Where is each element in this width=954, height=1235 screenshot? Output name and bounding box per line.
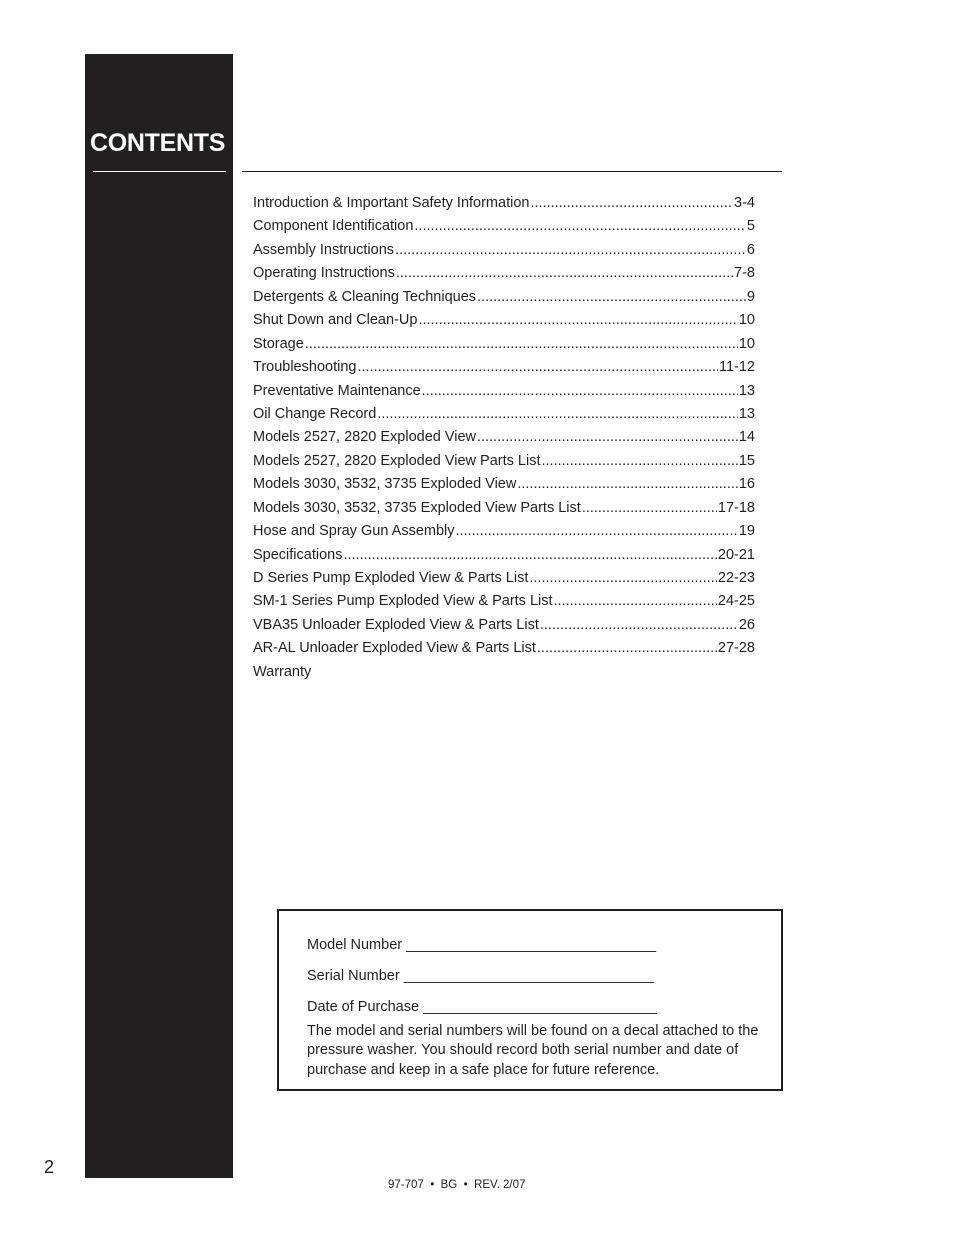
toc-entry[interactable]	[253, 590, 755, 613]
toc-entry-title: Troubleshooting	[253, 359, 357, 376]
toc-entry[interactable]	[253, 567, 755, 590]
sidebar-band	[85, 54, 233, 1178]
document-footer: 97-707 • BG • REV. 2/07	[388, 1179, 526, 1191]
toc-entry[interactable]	[253, 637, 755, 660]
toc-entry-page: 10	[738, 335, 755, 352]
owner-record-box	[277, 909, 783, 1091]
toc-entry-title: Shut Down and Clean-Up	[253, 312, 418, 329]
toc-entry-page: 27-28	[717, 640, 755, 657]
toc-entry[interactable]	[253, 286, 755, 309]
toc-entry-title: Introduction & Important Safety Information	[253, 195, 530, 211]
toc-entry-page: 13	[738, 382, 755, 399]
toc-leader-dots	[582, 497, 717, 520]
model-number-field[interactable]: Model Number _______________________________	[307, 937, 657, 953]
toc-leader-dots	[477, 286, 746, 309]
toc-entry-page: 20-21	[717, 546, 755, 563]
toc-leader-dots	[422, 380, 738, 403]
toc-entry-page: 16	[738, 476, 755, 493]
toc-entry[interactable]	[253, 450, 755, 473]
toc-entry[interactable]	[253, 473, 755, 496]
toc-leader-dots	[456, 520, 738, 543]
toc-entry-title: Models 3030, 3532, 3735 Exploded View Parts List	[253, 499, 581, 516]
toc-leader-dots	[357, 356, 718, 379]
toc-entry-title: Oil Change Record	[253, 405, 377, 422]
toc-entry-title: AR-AL Unloader Exploded View & Parts List	[253, 640, 536, 657]
toc-entry-title: Detergents & Cleaning Techniques	[253, 288, 477, 305]
toc-entry[interactable]	[253, 215, 755, 238]
toc-entry-page: 17-18	[717, 499, 755, 516]
toc-entry[interactable]	[253, 309, 755, 332]
toc-leader-dots	[554, 590, 717, 613]
toc-entry-page: 19	[738, 523, 755, 540]
toc-entry[interactable]	[253, 614, 755, 637]
header-divider	[242, 171, 782, 172]
toc-entry-title: Warranty	[253, 663, 312, 680]
toc-entry-page: 24-25	[717, 593, 755, 610]
toc-entry-title: Operating Instructions	[253, 265, 395, 282]
toc-entry[interactable]	[253, 661, 755, 684]
toc-entry[interactable]	[253, 520, 755, 543]
toc-entry-page: 7-8	[734, 265, 755, 282]
page-title: CONTENTS	[90, 129, 226, 157]
toc-entry-page: 22-23	[717, 570, 755, 586]
toc-entry-page: 9	[746, 288, 755, 305]
toc-entry-page: 26	[738, 616, 755, 633]
toc-entry-title: Specifications	[253, 546, 343, 563]
toc-entry-page: 14	[738, 429, 755, 446]
toc-entry-title: Models 3030, 3532, 3735 Exploded View	[253, 476, 517, 493]
toc-leader-dots	[542, 450, 738, 473]
toc-entry-page: 10	[738, 312, 755, 329]
toc-entry-page: 6	[746, 241, 755, 258]
toc-entry-title: Models 2527, 2820 Exploded View Parts List	[253, 452, 541, 469]
toc-entry-page: 15	[738, 452, 755, 469]
toc-entry[interactable]	[253, 356, 755, 379]
toc-entry-title: Preventative Maintenance	[253, 382, 421, 399]
table-of-contents	[253, 192, 755, 684]
toc-leader-dots	[305, 333, 738, 356]
serial-number-field[interactable]: Serial Number _______________________________	[307, 968, 654, 984]
toc-entry[interactable]	[253, 239, 755, 262]
toc-leader-dots	[517, 473, 738, 496]
toc-entry-title: VBA35 Unloader Exploded View & Parts List	[253, 616, 539, 633]
title-divider	[93, 171, 226, 172]
toc-leader-dots	[530, 192, 733, 215]
toc-entry-title: Models 2527, 2820 Exploded View	[253, 429, 477, 446]
toc-entry-title: SM-1 Series Pump Exploded View & Parts List	[253, 593, 553, 610]
toc-leader-dots	[377, 403, 738, 426]
toc-entry-page: 5	[746, 218, 755, 235]
toc-leader-dots	[414, 215, 746, 238]
toc-entry-page: 11-12	[718, 359, 755, 376]
toc-leader-dots	[396, 262, 733, 285]
toc-leader-dots	[537, 637, 717, 660]
toc-entry[interactable]	[253, 380, 755, 403]
toc-entry-page: 3-4	[734, 195, 755, 211]
toc-entry-title: Component Identification	[253, 218, 414, 235]
toc-leader-dots	[529, 567, 717, 590]
toc-entry[interactable]	[253, 403, 755, 426]
toc-entry[interactable]	[253, 497, 755, 520]
toc-leader-dots	[343, 544, 716, 567]
toc-entry[interactable]	[253, 192, 755, 215]
toc-leader-dots	[477, 426, 738, 449]
page-number: 2	[44, 1157, 55, 1177]
toc-entry[interactable]	[253, 426, 755, 449]
toc-entry[interactable]	[253, 544, 755, 567]
record-instructions: The model and serial numbers will be found on a decal attached to the pressure washer. You should record both serial number and date of purchase and keep in a safe place for future reference.	[307, 1023, 759, 1078]
toc-entry-page: 13	[738, 405, 755, 422]
toc-entry-title: D Series Pump Exploded View & Parts List	[253, 570, 529, 586]
toc-leader-dots	[540, 614, 738, 637]
toc-leader-dots	[395, 239, 746, 262]
toc-entry-title: Hose and Spray Gun Assembly	[253, 523, 455, 540]
toc-entry-title: Assembly Instructions	[253, 241, 395, 258]
toc-leader-dots	[418, 309, 737, 332]
date-of-purchase-field[interactable]: Date of Purchase _____________________________	[307, 999, 657, 1015]
toc-entry[interactable]	[253, 333, 755, 356]
toc-entry[interactable]	[253, 262, 755, 285]
toc-entry-title: Storage	[253, 335, 304, 352]
